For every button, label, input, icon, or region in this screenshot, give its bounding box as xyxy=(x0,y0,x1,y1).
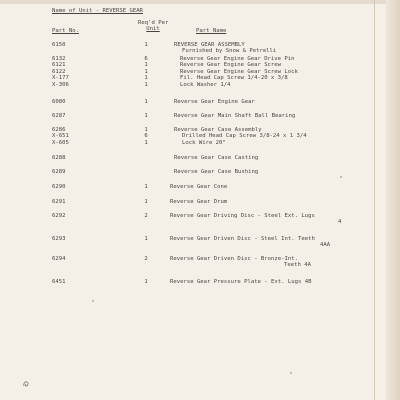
part-name-cell: Reverse Gear Case Casting xyxy=(174,155,259,161)
part-name-header: Part Name xyxy=(196,28,227,34)
part-number-cell: 6293 xyxy=(52,236,66,242)
part-name-cell: Reverse Gear Engine Gear xyxy=(174,99,255,105)
qty-cell: 1 xyxy=(144,199,148,205)
paper-speck xyxy=(92,300,94,302)
pencil-mark-icon xyxy=(22,380,30,388)
part-name-cell: Reverse Gear Case Bushing xyxy=(174,169,259,175)
unit-name-label: Name of Unit - REVERSE GEAR xyxy=(52,8,143,14)
part-name-cell: Reverse Gear Driven Disc - Steel Int. Teeth 4AA xyxy=(170,236,331,249)
part-number-cell: 6290 xyxy=(52,184,66,190)
qty-cell: 2 xyxy=(144,213,148,219)
qty-cell: 1 xyxy=(144,99,148,105)
part-name-cell: Reverse Gear Pressure Plate - Ext. Lugs 4B xyxy=(170,279,312,285)
part-number-cell: 6288 xyxy=(52,155,66,161)
part-number-cell: 6287 xyxy=(52,113,66,119)
part-number-cell: 6080 xyxy=(52,99,66,105)
part-name-cell: Reverse Gear Driving Disc - Steel Ext. Lugs 4 xyxy=(170,213,342,226)
part-name-cell: Reverse Gear Case Assembly Drilled Head Cap Screw 3/8-24 x 1 3/4 Lock Wire 20" xyxy=(174,127,307,146)
part-number-cell: 6150 xyxy=(52,42,66,48)
part-name-cell: Reverse Gear Driven Disc - Bronze-Int. Teeth 4A xyxy=(170,256,311,269)
qty-cell: 2 xyxy=(144,256,148,262)
part-number-cell: 6451 xyxy=(52,279,66,285)
top-shadow xyxy=(0,0,400,4)
part-number-cell: 6292 xyxy=(52,213,66,219)
part-number-cell: 6291 xyxy=(52,199,66,205)
part-name-cell: Reverse Gear Main Shaft Ball Bearing xyxy=(174,113,296,119)
part-no-header: Part No. xyxy=(52,28,79,34)
qty-cell: 1 xyxy=(144,279,148,285)
part-number-cell: 6132 6121 6122 X-177 X-306 xyxy=(52,56,69,88)
part-name-cell: Reverse Gear Drum xyxy=(170,199,228,205)
qty-cell: 1 xyxy=(144,236,148,242)
qty-cell: 1 xyxy=(144,184,148,190)
part-name-cell: REVERSE GEAR ASSEMBLY Furnished by Snow & Petrelli xyxy=(174,42,277,55)
paper-speck xyxy=(340,176,342,178)
qty-cell: 6 1 1 1 1 xyxy=(144,56,148,88)
part-name-cell: Reverse Gear Cone xyxy=(170,184,228,190)
part-number-cell: 6289 xyxy=(52,169,66,175)
part-number-cell: 6286 X-651 X-605 xyxy=(52,127,69,146)
paper-speck xyxy=(290,372,292,374)
part-number-cell: 6294 xyxy=(52,256,66,262)
part-name-cell: Reverse Gear Engine Gear Drive Pin Reverse Gear Engine Gear Screw Reverse Gear Engine Gear Screw Lock Fil. Head Cap Screw 1/4-20 x 3/8 Lock Washer 1/4 xyxy=(180,56,298,88)
qty-cell: 1 xyxy=(144,42,148,48)
page-fold-line xyxy=(374,0,375,400)
reqd-per-header xyxy=(138,20,168,33)
qty-cell: 1 6 1 xyxy=(144,127,148,146)
page-right-edge xyxy=(386,0,400,400)
reqd-header-line2: Unit xyxy=(146,26,160,33)
reqd-header-line1: Req'd Per xyxy=(138,20,169,26)
qty-cell: 1 xyxy=(144,113,148,119)
